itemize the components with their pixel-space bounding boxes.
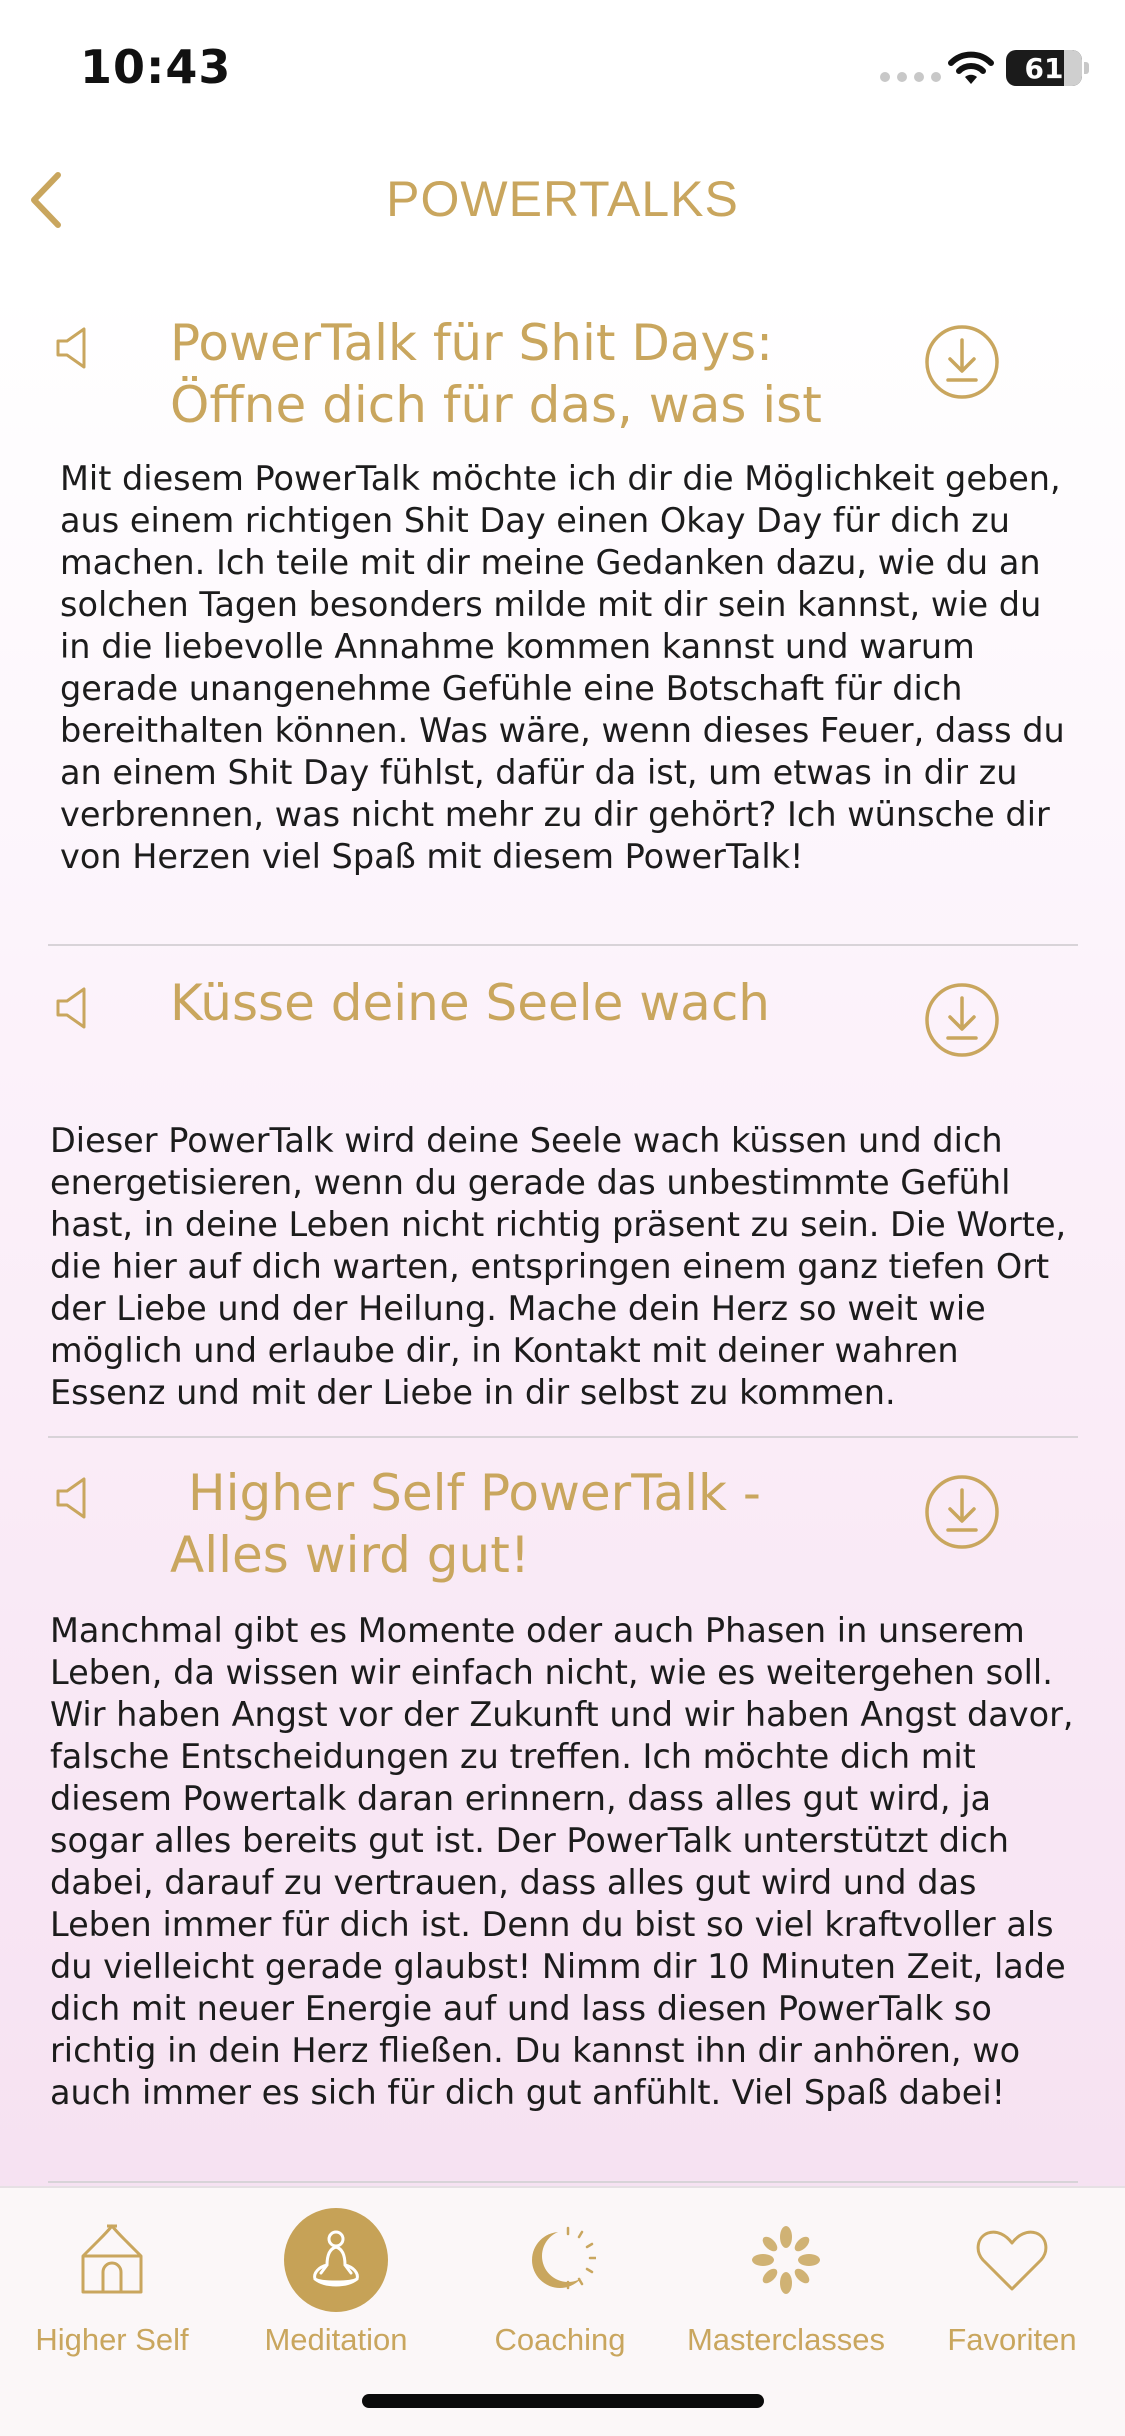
tab-masterclasses[interactable] bbox=[676, 2208, 896, 2358]
divider bbox=[48, 2181, 1078, 2183]
status-time: 10:43 bbox=[80, 40, 232, 94]
tab-coaching[interactable] bbox=[450, 2208, 670, 2358]
download-icon[interactable] bbox=[924, 1474, 1000, 1550]
tab-label: Meditation bbox=[264, 2322, 408, 2357]
battery-icon bbox=[1006, 50, 1082, 86]
talk-description: Manchmal gibt es Momente oder auch Phasen in unserem Leben, da wissen wir einfach nicht, wie es weitergehen soll. Wir haben Angst vor der Zukunft und wir haben Angst davor, falsche Entscheidungen zu treffen. Ich möchte dich mit diesem Powertalk daran erinnern, dass alles gut wird, ja sogar alles bereits gut ist. Der PowerTalk unterstützt dich dabei, darauf zu vertrauen, dass alles gut wird und das Leben immer für dich ist. Denn du bist so viel kraftvoller als du vielleicht gerade glaubst! Nimm dir 10 Minuten Zeit, lade dich mit neuer Energie auf und lass diesen PowerTalk so richtig in dein Herz fließen. Du kannst ihn dir anhören, wo auch immer es sich für dich gut anfühlt. Viel Spaß dabei! bbox=[50, 1611, 1074, 2112]
divider bbox=[48, 944, 1078, 946]
tab-favoriten[interactable] bbox=[902, 2208, 1122, 2358]
talk-description: Mit diesem PowerTalk möchte ich dir die Möglichkeit geben, aus einem richtigen Shit Day einen Okay Day für dich zu machen. Ich teile mit dir meine Gedanken dazu, wie du an solchen Tagen besonders milde mit dir sein kannst, wie du in die liebevolle Annahme kommen kannst und warum gerade unangenehme Gefühle eine Botschaft für dich bereithalten können. Was wäre, wenn dieses Feuer, dass du an einem Shit Day fühlst, dafür da ist, um etwas in dir zu verbrennen, was nicht mehr zu dir gehört? Ich wünsche dir von Herzen viel Spaß mit diesem PowerTalk! bbox=[60, 459, 1065, 876]
talk-title: Küsse deine Seele wach bbox=[170, 974, 770, 1032]
tab-higher-self[interactable] bbox=[2, 2208, 222, 2358]
page-title: POWERTALKS bbox=[386, 171, 739, 227]
tab-label: Masterclasses bbox=[686, 2322, 886, 2357]
coaching-icon bbox=[524, 2224, 596, 2296]
download-icon[interactable] bbox=[924, 324, 1000, 400]
speaker-icon[interactable] bbox=[54, 1474, 94, 1522]
cellular-signal-icon bbox=[880, 72, 941, 82]
house-icon bbox=[77, 2222, 147, 2298]
heart-icon bbox=[975, 2227, 1049, 2293]
tab-meditation[interactable] bbox=[226, 2208, 446, 2358]
lotus-icon bbox=[749, 2223, 823, 2297]
talk-title: PowerTalk für Shit Days: Öffne dich für das, was ist bbox=[170, 314, 822, 434]
speaker-icon[interactable] bbox=[54, 324, 94, 372]
divider bbox=[48, 1436, 1078, 1438]
status-bar bbox=[0, 0, 1125, 135]
tab-label: Coaching bbox=[494, 2322, 626, 2357]
talk-title: Higher Self PowerTalk - Alles wird gut! bbox=[170, 1464, 761, 1584]
talk-description: Dieser PowerTalk wird deine Seele wach küssen und dich energetisieren, wenn du gerade das unbestimmte Gefühl hast, in deine Leben nicht richtig präsent zu sein. Die Worte, die hier auf dich warten, entspringen einem ganz tiefen Ort der Liebe und der Heilung. Mache dein Herz so weit wie möglich und erlaube dir, in Kontakt mit deiner wahren Essenz und mit der Liebe in dir selbst zu kommen. bbox=[50, 1121, 1067, 1412]
tab-label: Higher Self bbox=[35, 2322, 189, 2357]
home-indicator[interactable] bbox=[362, 2394, 764, 2408]
speaker-icon[interactable] bbox=[54, 984, 94, 1032]
meditation-icon bbox=[305, 2227, 367, 2293]
download-icon[interactable] bbox=[924, 982, 1000, 1058]
battery-level: 61 bbox=[1024, 52, 1064, 85]
wifi-icon bbox=[946, 50, 996, 86]
tab-label: Favoriten bbox=[947, 2322, 1077, 2357]
